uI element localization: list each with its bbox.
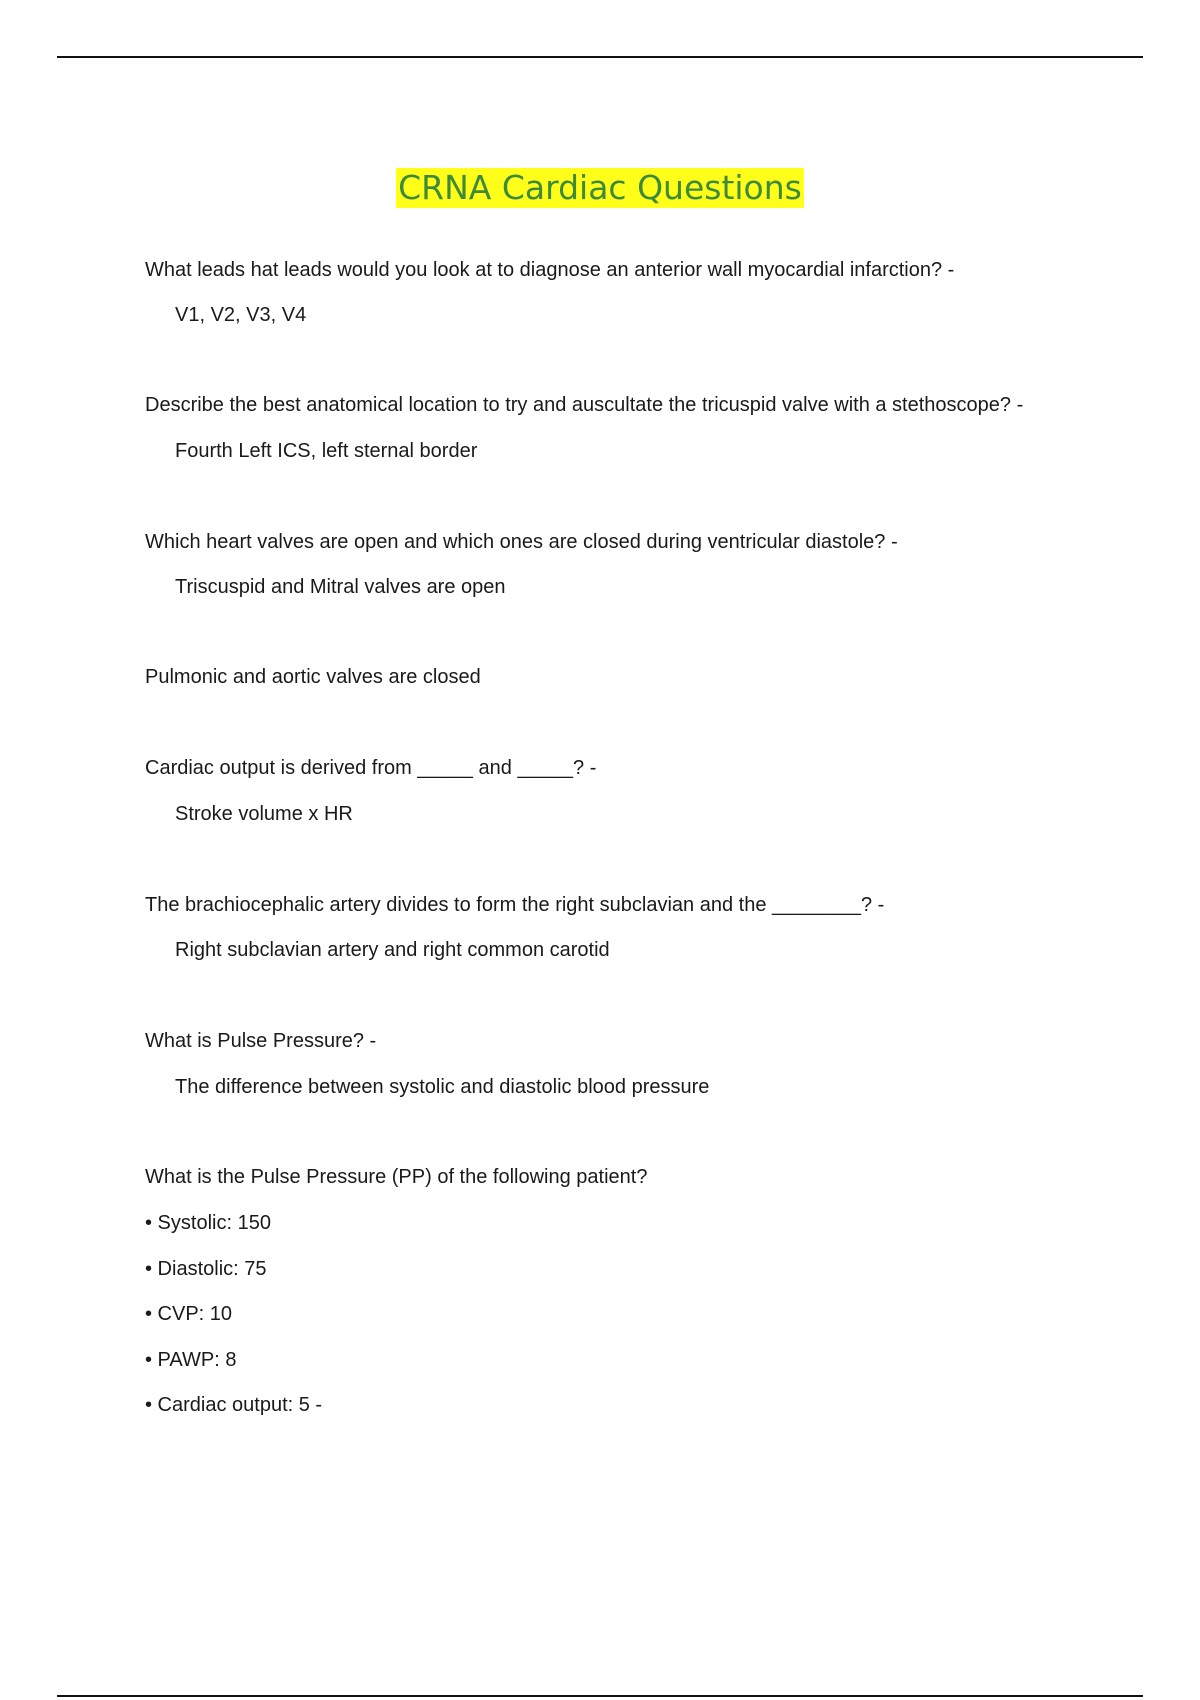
answer-2: Fourth Left ICS, left sternal border (175, 440, 478, 462)
top-rule (57, 56, 1143, 58)
question-4: Cardiac output is derived from _____ and _____? - (145, 757, 597, 779)
question-2: Describe the best anatomical location to try and auscultate the tricuspid valve with a stethoscope? - (145, 394, 1024, 416)
bullet-cvp: • CVP: 10 (145, 1303, 233, 1325)
question-5: The brachiocephalic artery divides to form the right subclavian and the ________? - (145, 894, 885, 916)
question-6: What is Pulse Pressure? - (145, 1030, 377, 1052)
question-1: What leads hat leads would you look at to diagnose an anterior wall myocardial infarction? - (145, 259, 955, 281)
bullet-diastolic: • Diastolic: 75 (145, 1258, 267, 1280)
question-7: What is the Pulse Pressure (PP) of the following patient? (145, 1166, 648, 1188)
bullet-systolic: • Systolic: 150 (145, 1212, 271, 1234)
title-container (0, 168, 1200, 208)
answer-5: Right subclavian artery and right common carotid (175, 939, 610, 961)
bullet-cardiac-output: • Cardiac output: 5 - (145, 1394, 323, 1416)
answer-1: V1, V2, V3, V4 (175, 304, 307, 326)
bullet-pawp: • PAWP: 8 (145, 1349, 237, 1371)
answer-3-continuation: Pulmonic and aortic valves are closed (145, 666, 481, 688)
answer-3: Triscuspid and Mitral valves are open (175, 576, 506, 598)
answer-6: The difference between systolic and diastolic blood pressure (175, 1076, 710, 1098)
question-3: Which heart valves are open and which ones are closed during ventricular diastole? - (145, 531, 898, 553)
bottom-rule (57, 1695, 1143, 1697)
answer-4: Stroke volume x HR (175, 803, 353, 825)
document-title: CRNA Cardiac Questions (398, 168, 802, 207)
